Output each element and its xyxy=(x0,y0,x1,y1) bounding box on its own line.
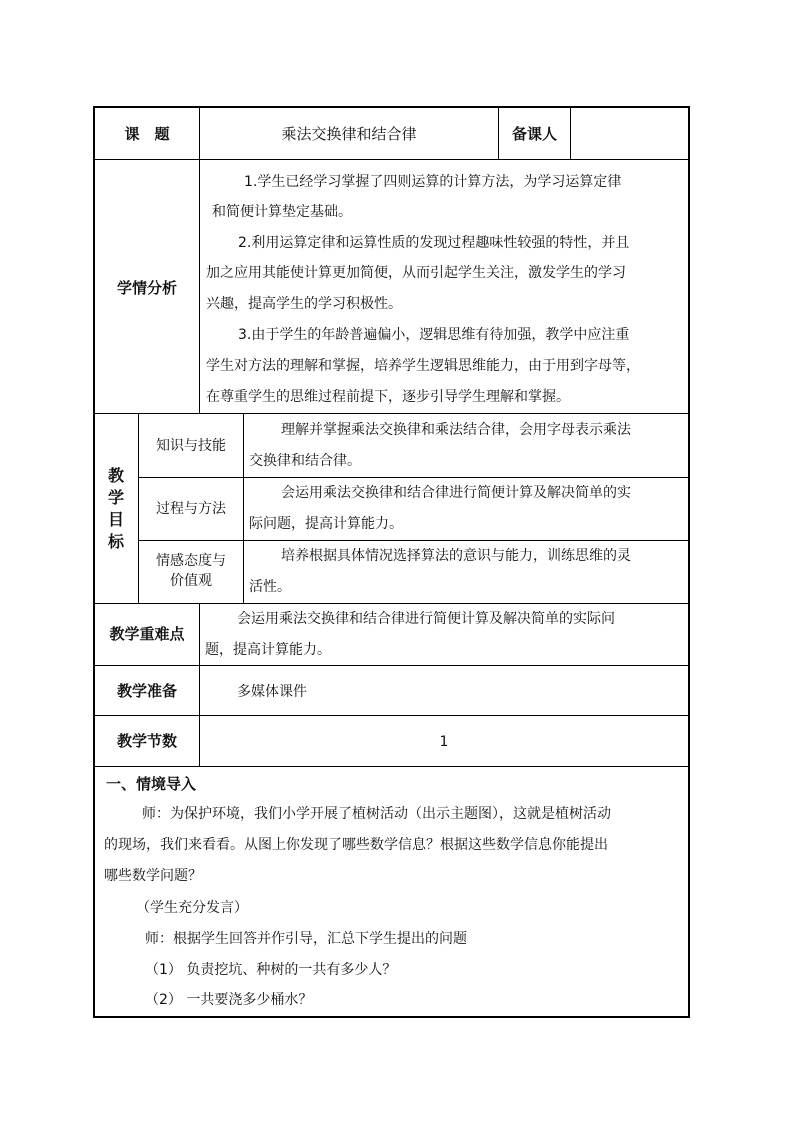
topic-value: 乘法交换律和结合律 xyxy=(281,125,417,143)
analysis-line: 在尊重学生的思维过程前提下，逐步引导学生理解和掌握。 xyxy=(206,389,570,405)
process-line: 师：为保护环境，我们小学开展了植树活动（出示主题图），这就是植树活动 xyxy=(142,806,611,822)
goals-label-char: 目 xyxy=(107,510,124,529)
goal-process-label: 过程与方法 xyxy=(156,501,226,517)
row-divider xyxy=(93,603,690,604)
process-heading: 一、情境导入 xyxy=(106,775,197,793)
goal-emotion-line: 活性。 xyxy=(249,579,291,595)
key-points-line: 会运用乘法交换律和结合律进行简便计算及解决简单的实际问 xyxy=(237,611,615,627)
row-divider xyxy=(138,540,690,541)
analysis-label: 学情分析 xyxy=(116,279,177,297)
periods-value: 1 xyxy=(439,734,449,750)
goal-process-line: 际问题，提高计算能力。 xyxy=(249,516,403,532)
table-border-right xyxy=(688,106,690,1018)
goal-emotion-label: 价值观 xyxy=(170,573,212,589)
analysis-line: 兴趣，提高学生的学习积极性。 xyxy=(206,296,402,312)
table-border-top xyxy=(93,106,690,108)
col-divider xyxy=(199,160,200,414)
table-border-bottom xyxy=(93,1016,690,1018)
row-divider xyxy=(93,159,690,160)
table-border-left xyxy=(93,106,95,1018)
prep-value: 多媒体课件 xyxy=(237,684,307,700)
row-divider xyxy=(93,665,690,666)
key-points-label: 教学重难点 xyxy=(109,625,185,643)
goal-knowledge-line: 理解并掌握乘法交换律和乘法结合律，会用字母表示乘法 xyxy=(281,422,631,438)
analysis-line: 学生对方法的理解和掌握，培养学生逻辑思维能力，由于用到字母等， xyxy=(206,358,640,374)
process-line: 哪些数学问题？ xyxy=(104,868,202,884)
goal-knowledge-label: 知识与技能 xyxy=(156,438,226,454)
process-line: 的现场，我们来看看。从图上你发现了哪些数学信息？根据这些数学信息你能提出 xyxy=(104,837,608,853)
goals-label-char: 学 xyxy=(107,488,124,507)
process-line: 师：根据学生回答并作引导，汇总下学生提出的问题 xyxy=(145,931,467,947)
analysis-line: 3.由于学生的年龄普遍偏小，逻辑思维有待加强，教学中应注重 xyxy=(238,327,630,343)
col-divider xyxy=(570,106,571,160)
prep-label: 教学准备 xyxy=(116,682,177,700)
preparer-label: 备课人 xyxy=(511,125,557,143)
process-line: （2） 一共要浇多少桶水？ xyxy=(145,992,313,1008)
goal-knowledge-line: 交换律和结合律。 xyxy=(249,453,361,469)
row-divider xyxy=(138,477,690,478)
analysis-line: 加之应用其能使计算更加简便，从而引起学生关注，激发学生的学习 xyxy=(206,265,626,281)
periods-label: 教学节数 xyxy=(116,732,177,750)
row-divider xyxy=(93,413,690,414)
key-points-line: 题，提高计算能力。 xyxy=(205,642,331,658)
analysis-line: 和简便计算垫定基础。 xyxy=(212,204,352,220)
goal-emotion-label: 情感态度与 xyxy=(156,553,226,569)
analysis-line: 1.学生已经学习掌握了四则运算的计算方法，为学习运算定律 xyxy=(244,174,622,190)
goals-label-char: 标 xyxy=(107,532,124,551)
topic-label: 课 题 xyxy=(124,125,170,143)
process-line: （1） 负责挖坑、种树的一共有多少人？ xyxy=(145,962,397,978)
analysis-line: 2.利用运算定律和运算性质的发现过程趣味性较强的特性，并且 xyxy=(238,235,630,251)
row-divider xyxy=(93,766,690,767)
goals-label-char: 教 xyxy=(107,466,124,485)
col-divider xyxy=(243,414,244,604)
process-line: （学生充分发言） xyxy=(136,900,248,916)
goal-process-line: 会运用乘法交换律和结合律进行简便计算及解决简单的实 xyxy=(281,485,631,501)
goal-emotion-line: 培养根据具体情况选择算法的意识与能力，训练思维的灵 xyxy=(281,548,631,564)
row-divider xyxy=(93,715,690,716)
